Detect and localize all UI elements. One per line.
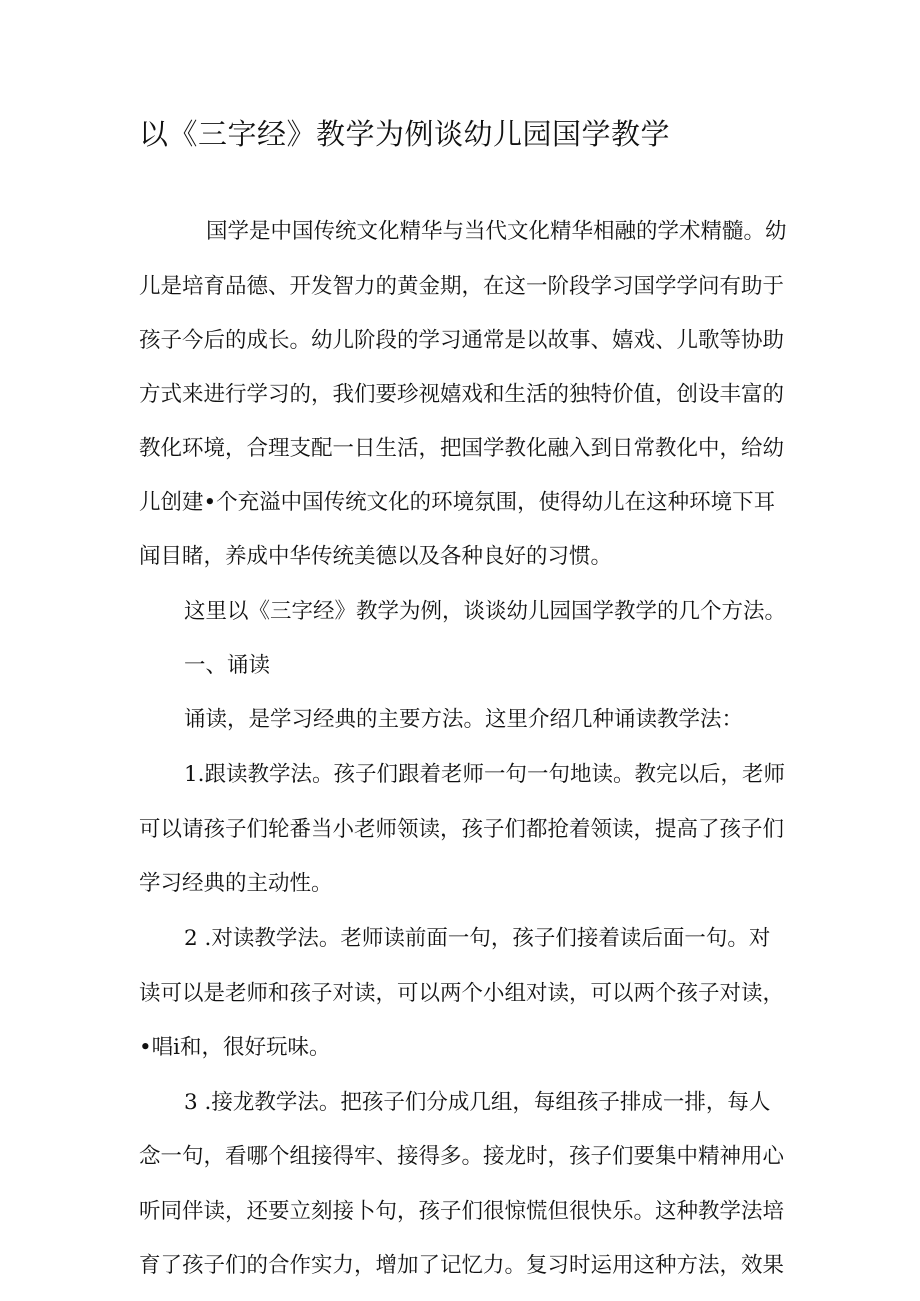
section-heading: 一、诵读 — [184, 653, 271, 678]
paragraph-line: 儿创建•个充溢中国传统文化的环境氛围，使得幼儿在这种环境下耳 — [139, 490, 776, 515]
paragraph-line: 可以请孩子们轮番当小老师领读，孩子们都抢着领读，提高了孩子们 — [139, 817, 785, 842]
paragraph-line: •唱i和，很好玩味。 — [139, 1035, 331, 1060]
paragraph-line: 教化环境，合理支配一日生活，把国学教化融入到日常教化中，给幼 — [139, 436, 785, 461]
paragraph-line: 儿是培育品德、开发智力的黄金期，在这一阶段学习国学学问有助于 — [139, 274, 785, 299]
paragraph-line: 方式来进行学习的，我们要珍视嬉戏和生活的独特价值，创设丰富的 — [139, 382, 785, 407]
paragraph-line: 读可以是老师和孩子对读，可以两个小组对读，可以两个孩子对读， — [139, 981, 785, 1006]
paragraph-line: 学习经典的主动性。 — [139, 871, 333, 896]
paragraph-line: 这里以《三字经》教学为例，谈谈幼儿园国学教学的几个方法。 — [184, 599, 787, 624]
paragraph-line: 听同伴读，还要立刻接卜句，孩子们很惊慌但很快乐。这种教学法培 — [139, 1199, 785, 1224]
paragraph-line: 闻目睹，养成中华传统美德以及各种良好的习惯。 — [139, 544, 613, 569]
paragraph-line: 2 .对读教学法。老师读前面一句，孩子们接着读后面一句。对 — [184, 926, 771, 951]
paragraph-line: 国学是中国传统文化精华与当代文化精华相融的学术精髓。幼 — [206, 219, 787, 244]
paragraph-line: 3 .接龙教学法。把孩子们分成几组，每组孩子排成一排，每人 — [184, 1090, 771, 1115]
paragraph-line: 1.跟读教学法。孩子们跟着老师一句一句地读。教完以后，老师 — [184, 762, 786, 787]
paragraph-line: 育了孩子们的合作实力，增加了记忆力。复习时运用这种方法，效果 — [139, 1253, 785, 1278]
paragraph-line: 孩子今后的成长。幼儿阶段的学习通常是以故事、嬉戏、儿歌等协助 — [139, 328, 785, 353]
document-title: 以《三字经》教学为例谈幼儿园国学教学 — [139, 117, 671, 151]
paragraph-line: 诵读，是学习经典的主要方法。这里介绍几种诵读教学法： — [184, 707, 744, 732]
paragraph-line: 念一句，看哪个组接得牢、接得多。接龙时，孩子们要集中精神用心 — [139, 1144, 785, 1169]
